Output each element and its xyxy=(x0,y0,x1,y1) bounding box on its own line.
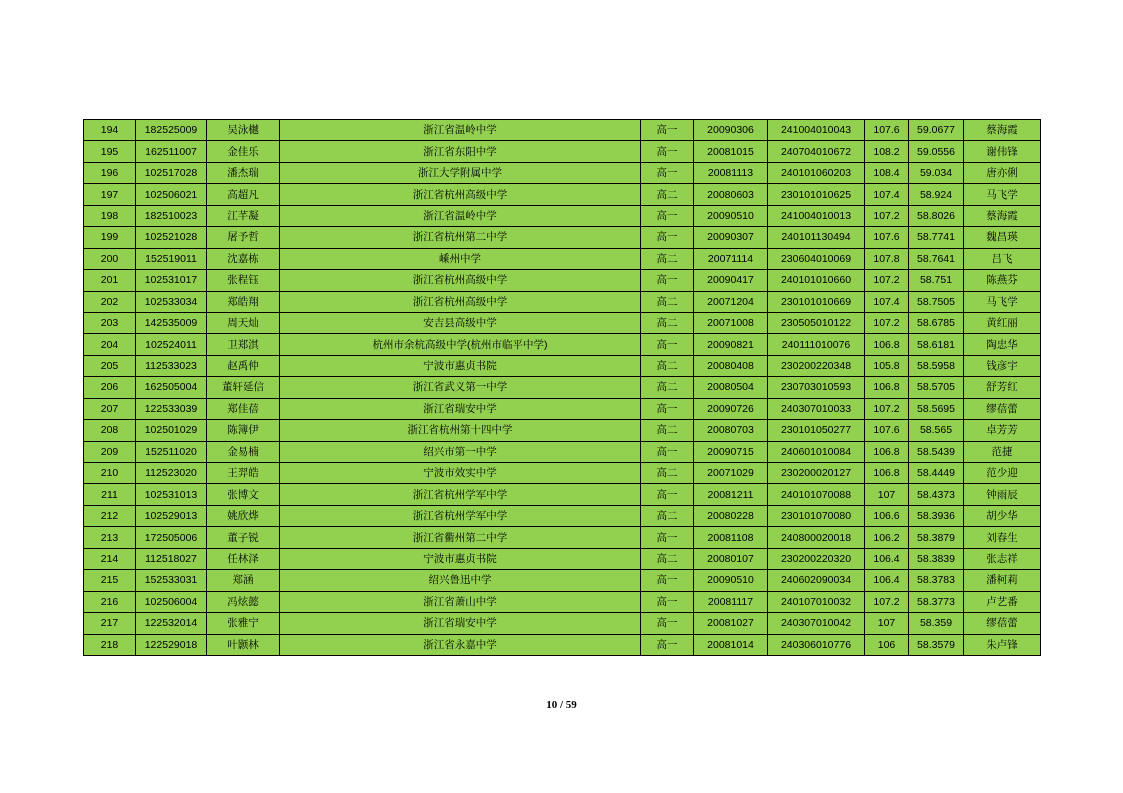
grade-cell: 高二 xyxy=(641,312,694,333)
school-cell: 宁波市惠贞书院 xyxy=(280,355,641,376)
raw-score-cell: 107.6 xyxy=(865,227,909,248)
grade-cell: 高一 xyxy=(641,634,694,655)
student-id-cell: 152511020 xyxy=(136,441,207,462)
table-row xyxy=(84,441,1041,462)
exam-id-cell: 241004010013 xyxy=(768,205,865,226)
student-id-cell: 112518027 xyxy=(136,548,207,569)
student-id-cell: 152519011 xyxy=(136,248,207,269)
teacher-cell: 马飞学 xyxy=(964,291,1041,312)
birthdate-cell: 20081027 xyxy=(694,613,768,634)
school-cell: 宁波市效实中学 xyxy=(280,463,641,484)
raw-score-cell: 107.6 xyxy=(865,120,909,141)
name-cell: 郑涵 xyxy=(207,570,280,591)
table-row xyxy=(84,355,1041,376)
teacher-cell: 谢伟锋 xyxy=(964,141,1041,162)
school-cell: 杭州市余杭高级中学(杭州市临平中学) xyxy=(280,334,641,355)
student-id-cell: 162505004 xyxy=(136,377,207,398)
student-id-cell: 162511007 xyxy=(136,141,207,162)
rank-cell: 205 xyxy=(84,355,136,376)
teacher-cell: 张志祥 xyxy=(964,548,1041,569)
name-cell: 冯炫懿 xyxy=(207,591,280,612)
name-cell: 屠予哲 xyxy=(207,227,280,248)
teacher-cell: 钱彦宇 xyxy=(964,355,1041,376)
final-score-cell: 58.7741 xyxy=(909,227,964,248)
student-id-cell: 122532014 xyxy=(136,613,207,634)
name-cell: 姚欣烨 xyxy=(207,505,280,526)
teacher-cell: 陈燕芬 xyxy=(964,270,1041,291)
table-row xyxy=(84,270,1041,291)
name-cell: 金易楠 xyxy=(207,441,280,462)
table-row xyxy=(84,227,1041,248)
final-score-cell: 59.0556 xyxy=(909,141,964,162)
birthdate-cell: 20090417 xyxy=(694,270,768,291)
student-id-cell: 112523020 xyxy=(136,463,207,484)
birthdate-cell: 20071029 xyxy=(694,463,768,484)
teacher-cell: 范捷 xyxy=(964,441,1041,462)
teacher-cell: 范少迎 xyxy=(964,463,1041,484)
grade-cell: 高一 xyxy=(641,334,694,355)
final-score-cell: 58.3783 xyxy=(909,570,964,591)
teacher-cell: 缪蓓蕾 xyxy=(964,613,1041,634)
student-id-cell: 102531017 xyxy=(136,270,207,291)
school-cell: 宁波市惠贞书院 xyxy=(280,548,641,569)
table-row xyxy=(84,205,1041,226)
final-score-cell: 59.0677 xyxy=(909,120,964,141)
raw-score-cell: 107.4 xyxy=(865,291,909,312)
grade-cell: 高二 xyxy=(641,463,694,484)
rank-cell: 210 xyxy=(84,463,136,484)
name-cell: 潘杰瑞 xyxy=(207,162,280,183)
page-number: 10 / 59 xyxy=(546,699,577,711)
table-row xyxy=(84,377,1041,398)
exam-id-cell: 230101010625 xyxy=(768,184,865,205)
grade-cell: 高一 xyxy=(641,205,694,226)
birthdate-cell: 20080228 xyxy=(694,505,768,526)
exam-id-cell: 240111010076 xyxy=(768,334,865,355)
final-score-cell: 58.359 xyxy=(909,613,964,634)
table-row xyxy=(84,420,1041,441)
rank-cell: 200 xyxy=(84,248,136,269)
rank-cell: 215 xyxy=(84,570,136,591)
final-score-cell: 58.5439 xyxy=(909,441,964,462)
table-row xyxy=(84,312,1041,333)
name-cell: 任林泽 xyxy=(207,548,280,569)
student-id-cell: 182510023 xyxy=(136,205,207,226)
table-row xyxy=(84,162,1041,183)
rank-cell: 194 xyxy=(84,120,136,141)
grade-cell: 高一 xyxy=(641,270,694,291)
grade-cell: 高二 xyxy=(641,184,694,205)
final-score-cell: 58.7505 xyxy=(909,291,964,312)
school-cell: 浙江省杭州第十四中学 xyxy=(280,420,641,441)
rank-cell: 195 xyxy=(84,141,136,162)
birthdate-cell: 20080504 xyxy=(694,377,768,398)
final-score-cell: 58.5705 xyxy=(909,377,964,398)
name-cell: 吴泳樾 xyxy=(207,120,280,141)
rank-cell: 203 xyxy=(84,312,136,333)
final-score-cell: 58.6785 xyxy=(909,312,964,333)
grade-cell: 高一 xyxy=(641,484,694,505)
table-row xyxy=(84,291,1041,312)
teacher-cell: 吕飞 xyxy=(964,248,1041,269)
teacher-cell: 黄红丽 xyxy=(964,312,1041,333)
teacher-cell: 陶忠华 xyxy=(964,334,1041,355)
grade-cell: 高一 xyxy=(641,441,694,462)
name-cell: 沈嘉栋 xyxy=(207,248,280,269)
school-cell: 浙江省萧山中学 xyxy=(280,591,641,612)
school-cell: 浙江省瑞安中学 xyxy=(280,398,641,419)
final-score-cell: 58.751 xyxy=(909,270,964,291)
student-id-cell: 102517028 xyxy=(136,162,207,183)
final-score-cell: 58.8026 xyxy=(909,205,964,226)
exam-id-cell: 240107010032 xyxy=(768,591,865,612)
name-cell: 王羿皓 xyxy=(207,463,280,484)
student-id-cell: 102506004 xyxy=(136,591,207,612)
birthdate-cell: 20090715 xyxy=(694,441,768,462)
table-body xyxy=(84,120,1041,656)
student-id-cell: 102501029 xyxy=(136,420,207,441)
rank-cell: 206 xyxy=(84,377,136,398)
exam-id-cell: 241004010043 xyxy=(768,120,865,141)
student-id-cell: 102524011 xyxy=(136,334,207,355)
rank-cell: 217 xyxy=(84,613,136,634)
school-cell: 绍兴市第一中学 xyxy=(280,441,641,462)
school-cell: 浙江省瑞安中学 xyxy=(280,613,641,634)
table-row xyxy=(84,548,1041,569)
name-cell: 周天灿 xyxy=(207,312,280,333)
exam-id-cell: 240101010660 xyxy=(768,270,865,291)
table-row xyxy=(84,334,1041,355)
final-score-cell: 58.3579 xyxy=(909,634,964,655)
exam-id-cell: 240704010672 xyxy=(768,141,865,162)
table-row xyxy=(84,613,1041,634)
exam-id-cell: 240602090034 xyxy=(768,570,865,591)
birthdate-cell: 20080603 xyxy=(694,184,768,205)
school-cell: 嵊州中学 xyxy=(280,248,641,269)
student-id-cell: 122533039 xyxy=(136,398,207,419)
grade-cell: 高一 xyxy=(641,162,694,183)
raw-score-cell: 107.2 xyxy=(865,398,909,419)
teacher-cell: 刘春生 xyxy=(964,527,1041,548)
table-row xyxy=(84,527,1041,548)
name-cell: 金佳乐 xyxy=(207,141,280,162)
raw-score-cell: 106.8 xyxy=(865,463,909,484)
teacher-cell: 马飞学 xyxy=(964,184,1041,205)
student-id-cell: 122529018 xyxy=(136,634,207,655)
final-score-cell: 58.565 xyxy=(909,420,964,441)
student-id-cell: 112533023 xyxy=(136,355,207,376)
rank-cell: 207 xyxy=(84,398,136,419)
exam-id-cell: 240307010042 xyxy=(768,613,865,634)
school-cell: 浙江省杭州高级中学 xyxy=(280,184,641,205)
exam-id-cell: 230505010122 xyxy=(768,312,865,333)
school-cell: 浙江省杭州第二中学 xyxy=(280,227,641,248)
exam-id-cell: 240101070088 xyxy=(768,484,865,505)
final-score-cell: 58.924 xyxy=(909,184,964,205)
exam-id-cell: 230200220348 xyxy=(768,355,865,376)
raw-score-cell: 106.4 xyxy=(865,548,909,569)
rank-cell: 209 xyxy=(84,441,136,462)
student-id-cell: 142535009 xyxy=(136,312,207,333)
final-score-cell: 58.5695 xyxy=(909,398,964,419)
name-cell: 张雅宁 xyxy=(207,613,280,634)
name-cell: 郑皓翔 xyxy=(207,291,280,312)
name-cell: 卫郑淇 xyxy=(207,334,280,355)
rank-cell: 198 xyxy=(84,205,136,226)
final-score-cell: 58.3839 xyxy=(909,548,964,569)
raw-score-cell: 107.8 xyxy=(865,248,909,269)
rank-cell: 204 xyxy=(84,334,136,355)
final-score-cell: 59.034 xyxy=(909,162,964,183)
exam-id-cell: 240101130494 xyxy=(768,227,865,248)
teacher-cell: 蔡海霞 xyxy=(964,205,1041,226)
raw-score-cell: 107 xyxy=(865,613,909,634)
school-cell: 安吉县高级中学 xyxy=(280,312,641,333)
final-score-cell: 58.4373 xyxy=(909,484,964,505)
birthdate-cell: 20090307 xyxy=(694,227,768,248)
table-row xyxy=(84,141,1041,162)
birthdate-cell: 20090306 xyxy=(694,120,768,141)
raw-score-cell: 106.8 xyxy=(865,334,909,355)
teacher-cell: 舒芳红 xyxy=(964,377,1041,398)
student-id-cell: 102533034 xyxy=(136,291,207,312)
final-score-cell: 58.6181 xyxy=(909,334,964,355)
exam-id-cell: 240306010776 xyxy=(768,634,865,655)
school-cell: 浙江省杭州学军中学 xyxy=(280,505,641,526)
rank-cell: 201 xyxy=(84,270,136,291)
table-row xyxy=(84,248,1041,269)
raw-score-cell: 107 xyxy=(865,484,909,505)
rank-cell: 197 xyxy=(84,184,136,205)
name-cell: 江芊凝 xyxy=(207,205,280,226)
rank-cell: 214 xyxy=(84,548,136,569)
exam-id-cell: 230101070080 xyxy=(768,505,865,526)
school-cell: 浙江省杭州高级中学 xyxy=(280,270,641,291)
raw-score-cell: 106.2 xyxy=(865,527,909,548)
grade-cell: 高一 xyxy=(641,591,694,612)
teacher-cell: 蔡海霞 xyxy=(964,120,1041,141)
rank-cell: 202 xyxy=(84,291,136,312)
name-cell: 董子锐 xyxy=(207,527,280,548)
grade-cell: 高一 xyxy=(641,398,694,419)
grade-cell: 高二 xyxy=(641,291,694,312)
raw-score-cell: 108.4 xyxy=(865,162,909,183)
exam-id-cell: 230604010069 xyxy=(768,248,865,269)
raw-score-cell: 106.6 xyxy=(865,505,909,526)
raw-score-cell: 107.2 xyxy=(865,591,909,612)
final-score-cell: 58.3879 xyxy=(909,527,964,548)
raw-score-cell: 108.2 xyxy=(865,141,909,162)
raw-score-cell: 107.2 xyxy=(865,312,909,333)
school-cell: 浙江省衢州第二中学 xyxy=(280,527,641,548)
grade-cell: 高二 xyxy=(641,377,694,398)
exam-id-cell: 230703010593 xyxy=(768,377,865,398)
teacher-cell: 魏昌瑛 xyxy=(964,227,1041,248)
raw-score-cell: 107.4 xyxy=(865,184,909,205)
final-score-cell: 58.3936 xyxy=(909,505,964,526)
exam-id-cell: 230200220320 xyxy=(768,548,865,569)
grade-cell: 高二 xyxy=(641,248,694,269)
table-row xyxy=(84,120,1041,141)
name-cell: 叶颢林 xyxy=(207,634,280,655)
teacher-cell: 胡少华 xyxy=(964,505,1041,526)
birthdate-cell: 20071204 xyxy=(694,291,768,312)
final-score-cell: 58.4449 xyxy=(909,463,964,484)
student-id-cell: 182525009 xyxy=(136,120,207,141)
rank-cell: 212 xyxy=(84,505,136,526)
birthdate-cell: 20080107 xyxy=(694,548,768,569)
name-cell: 陈簿伊 xyxy=(207,420,280,441)
table-row xyxy=(84,463,1041,484)
rank-cell: 211 xyxy=(84,484,136,505)
rank-cell: 199 xyxy=(84,227,136,248)
table-row xyxy=(84,634,1041,655)
table-row xyxy=(84,484,1041,505)
rank-cell: 196 xyxy=(84,162,136,183)
birthdate-cell: 20081117 xyxy=(694,591,768,612)
grade-cell: 高二 xyxy=(641,420,694,441)
student-id-cell: 102529013 xyxy=(136,505,207,526)
final-score-cell: 58.3773 xyxy=(909,591,964,612)
birthdate-cell: 20080703 xyxy=(694,420,768,441)
exam-id-cell: 230101050277 xyxy=(768,420,865,441)
name-cell: 高超凡 xyxy=(207,184,280,205)
student-id-cell: 102506021 xyxy=(136,184,207,205)
student-id-cell: 172505006 xyxy=(136,527,207,548)
exam-id-cell: 230200020127 xyxy=(768,463,865,484)
teacher-cell: 潘柯莉 xyxy=(964,570,1041,591)
raw-score-cell: 107.2 xyxy=(865,205,909,226)
raw-score-cell: 107.2 xyxy=(865,270,909,291)
name-cell: 董轩延信 xyxy=(207,377,280,398)
grade-cell: 高二 xyxy=(641,548,694,569)
grade-cell: 高一 xyxy=(641,613,694,634)
grade-cell: 高一 xyxy=(641,120,694,141)
exam-id-cell: 240101060203 xyxy=(768,162,865,183)
rank-cell: 218 xyxy=(84,634,136,655)
raw-score-cell: 106 xyxy=(865,634,909,655)
rank-cell: 213 xyxy=(84,527,136,548)
grade-cell: 高一 xyxy=(641,527,694,548)
exam-id-cell: 240800020018 xyxy=(768,527,865,548)
rank-cell: 208 xyxy=(84,420,136,441)
raw-score-cell: 106.8 xyxy=(865,441,909,462)
school-cell: 浙江大学附属中学 xyxy=(280,162,641,183)
birthdate-cell: 20081211 xyxy=(694,484,768,505)
raw-score-cell: 107.6 xyxy=(865,420,909,441)
birthdate-cell: 20071008 xyxy=(694,312,768,333)
final-score-cell: 58.5958 xyxy=(909,355,964,376)
grade-cell: 高一 xyxy=(641,570,694,591)
grade-cell: 高二 xyxy=(641,355,694,376)
exam-id-cell: 230101010669 xyxy=(768,291,865,312)
school-cell: 浙江省武义第一中学 xyxy=(280,377,641,398)
teacher-cell: 朱卢锋 xyxy=(964,634,1041,655)
teacher-cell: 钟雨辰 xyxy=(964,484,1041,505)
teacher-cell: 唐亦俐 xyxy=(964,162,1041,183)
school-cell: 浙江省东阳中学 xyxy=(280,141,641,162)
name-cell: 郑佳蓓 xyxy=(207,398,280,419)
table-row xyxy=(84,570,1041,591)
birthdate-cell: 20090726 xyxy=(694,398,768,419)
student-id-cell: 102531013 xyxy=(136,484,207,505)
grade-cell: 高二 xyxy=(641,505,694,526)
student-id-cell: 102521028 xyxy=(136,227,207,248)
school-cell: 浙江省温岭中学 xyxy=(280,205,641,226)
birthdate-cell: 20090510 xyxy=(694,570,768,591)
name-cell: 赵禹仲 xyxy=(207,355,280,376)
teacher-cell: 卓芳芳 xyxy=(964,420,1041,441)
school-cell: 浙江省温岭中学 xyxy=(280,120,641,141)
birthdate-cell: 20081014 xyxy=(694,634,768,655)
raw-score-cell: 105.8 xyxy=(865,355,909,376)
raw-score-cell: 106.4 xyxy=(865,570,909,591)
final-score-cell: 58.7641 xyxy=(909,248,964,269)
grade-cell: 高一 xyxy=(641,141,694,162)
birthdate-cell: 20081113 xyxy=(694,162,768,183)
teacher-cell: 缪蓓蕾 xyxy=(964,398,1041,419)
table-row xyxy=(84,184,1041,205)
school-cell: 浙江省杭州学军中学 xyxy=(280,484,641,505)
school-cell: 浙江省永嘉中学 xyxy=(280,634,641,655)
results-table xyxy=(83,119,1041,656)
birthdate-cell: 20081015 xyxy=(694,141,768,162)
exam-id-cell: 240601010084 xyxy=(768,441,865,462)
raw-score-cell: 106.8 xyxy=(865,377,909,398)
table-row xyxy=(84,591,1041,612)
table-row xyxy=(84,398,1041,419)
teacher-cell: 卢艺番 xyxy=(964,591,1041,612)
exam-id-cell: 240307010033 xyxy=(768,398,865,419)
school-cell: 浙江省杭州高级中学 xyxy=(280,291,641,312)
name-cell: 张程钰 xyxy=(207,270,280,291)
grade-cell: 高一 xyxy=(641,227,694,248)
rank-cell: 216 xyxy=(84,591,136,612)
birthdate-cell: 20081108 xyxy=(694,527,768,548)
student-id-cell: 152533031 xyxy=(136,570,207,591)
name-cell: 张博文 xyxy=(207,484,280,505)
table-row xyxy=(84,505,1041,526)
birthdate-cell: 20090821 xyxy=(694,334,768,355)
birthdate-cell: 20080408 xyxy=(694,355,768,376)
birthdate-cell: 20090510 xyxy=(694,205,768,226)
school-cell: 绍兴鲁迅中学 xyxy=(280,570,641,591)
birthdate-cell: 20071114 xyxy=(694,248,768,269)
